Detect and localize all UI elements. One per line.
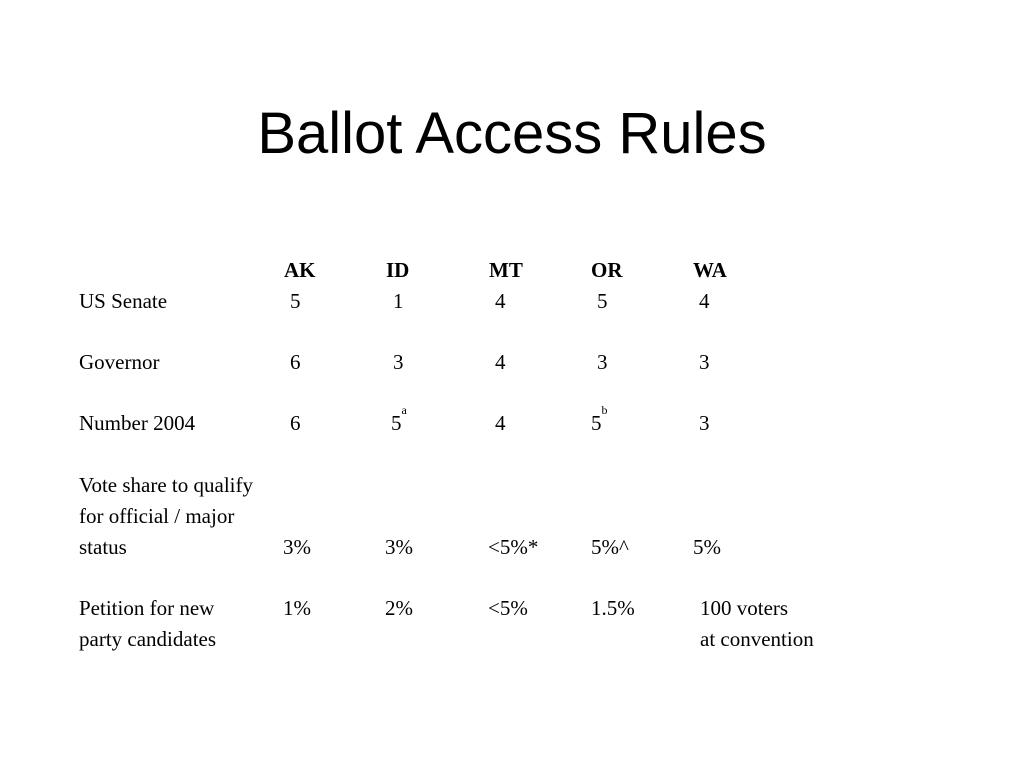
cell-vote-share-mt: <5%* [488, 535, 539, 559]
cell-us-senate-id: 1 [393, 289, 404, 313]
cell-number-2004-id-value: 5 [391, 411, 402, 435]
cell-governor-wa: 3 [699, 350, 710, 374]
row-label-vote-share-line-3: status [79, 535, 127, 559]
cell-petition-mt: <5% [488, 596, 528, 620]
row-label-petition-line-1: Petition for new [79, 596, 215, 620]
cell-governor-mt: 4 [495, 350, 506, 374]
cell-number-2004-mt: 4 [495, 411, 506, 435]
footnote-marker-a: a [401, 403, 407, 417]
footnote-marker-b: b [601, 403, 608, 417]
column-header-wa: WA [693, 258, 727, 282]
cell-number-2004-wa: 3 [699, 411, 710, 435]
row-label-us-senate: US Senate [79, 289, 168, 313]
column-header-id: ID [386, 258, 410, 282]
cell-petition-wa-line-2: at convention [700, 627, 814, 651]
cell-vote-share-or: 5%^ [591, 535, 629, 559]
cell-vote-share-ak: 3% [283, 535, 311, 559]
cell-petition-id: 2% [385, 596, 413, 620]
cell-petition-ak: 1% [283, 596, 311, 620]
cell-us-senate-wa: 4 [699, 289, 710, 313]
row-label-vote-share-line-2: for official / major [79, 504, 235, 528]
cell-governor-ak: 6 [290, 350, 301, 374]
column-header-mt: MT [489, 258, 523, 282]
cell-petition-or: 1.5% [591, 596, 635, 620]
column-header-or: OR [591, 258, 623, 282]
row-label-governor: Governor [79, 350, 160, 374]
row-label-petition-line-2: party candidates [79, 627, 217, 651]
cell-petition-wa: 100 voters [700, 596, 789, 620]
cell-us-senate-ak: 5 [290, 289, 301, 313]
cell-number-2004-or-value: 5 [591, 411, 602, 435]
cell-us-senate-or: 5 [597, 289, 608, 313]
cell-vote-share-wa: 5% [693, 535, 721, 559]
cell-vote-share-id: 3% [385, 535, 413, 559]
cell-number-2004-ak: 6 [290, 411, 301, 435]
cell-governor-id: 3 [393, 350, 404, 374]
cell-number-2004-or [591, 403, 608, 438]
cell-governor-or: 3 [597, 350, 608, 374]
cell-number-2004-id [391, 403, 407, 438]
row-label-vote-share-line-1: Vote share to qualify [79, 473, 253, 497]
cell-us-senate-mt: 4 [495, 289, 506, 313]
row-label-number-2004: Number 2004 [79, 411, 196, 435]
slide-title: Ballot Access Rules [257, 101, 767, 166]
column-header-ak: AK [284, 258, 316, 282]
